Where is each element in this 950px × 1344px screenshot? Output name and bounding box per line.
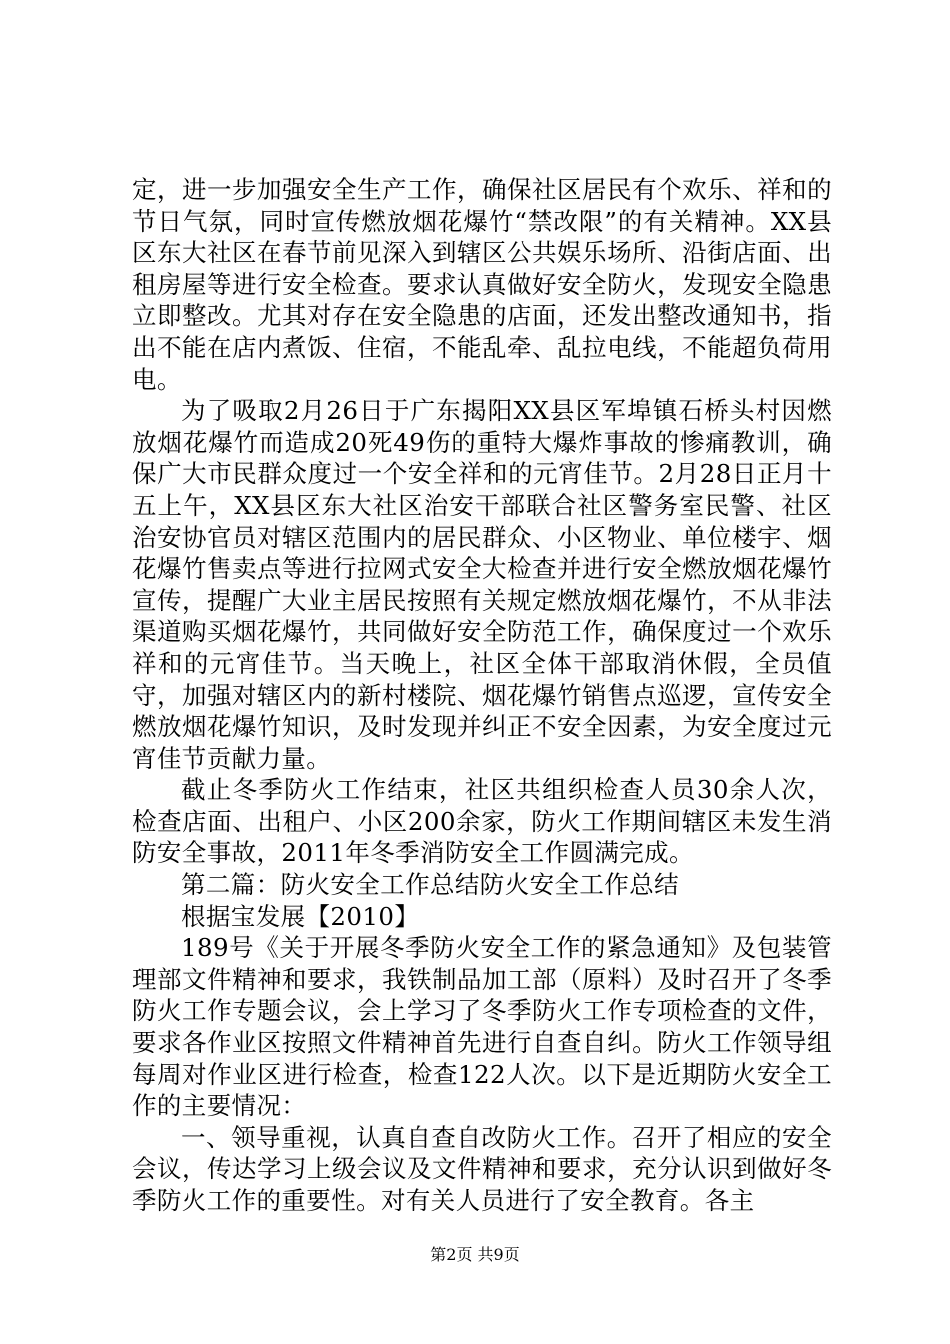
paragraph: 一、领导重视，认真自查自改防火工作。召开了相应的安全会议，传达学习上级会议及文件精神和要求，充分认识到做好冬季防火工作的重要性。对有关人员进行了安全教育。各主 — [132, 1122, 832, 1215]
paragraph: 定，进一步加强安全生产工作，确保社区居民有个欢乐、祥和的节日气氛，同时宣传燃放烟花爆竹“禁改限”的有关精神。XX县区东大社区在春节前见深入到辖区公共娱乐场所、沿街店面、出租房屋等进行安全检查。要求认真做好安全防火，发现安全隐患立即整改。尤其对存在安全隐患的店面，还发出整改通知书，指出不能在店内煮饭、住宿，不能乱牵、乱拉电线，不能超负荷用电。 — [132, 175, 832, 394]
paragraph: 189号《关于开展冬季防火安全工作的紧急通知》及包装管理部文件精神和要求，我铁制品加工部（原料）及时召开了冬季防火工作专题会议，会上学习了冬季防火工作专项检查的文件，要求各作业区按照文件精神首先进行自查自纠。防火工作领导组每周对作业区进行检查，检查122人次。以下是近期防火安全工作的主要情况： — [132, 933, 832, 1121]
page-number-footer: 第2页 共9页 — [430, 1245, 520, 1264]
paragraph: 为了吸取2月26日于广东揭阳XX县区军埠镇石桥头村因燃放烟花爆竹而造成20死49伤的重特大爆炸事故的惨痛教训，确保广大市民群众度过一个安全祥和的元宵佳节。2月28日正月十五上午，XX县区东大社区治安干部联合社区警务室民警、社区治安协官员对辖区范围内的居民群众、小区物业、单位楼宇、烟花爆竹售卖点等进行拉网式安全大检查并进行安全燃放烟花爆竹宣传，提醒广大业主居民按照有关规定燃放烟花爆竹，不从非法渠道购买烟花爆竹，共同做好安全防范工作，确保度过一个欢乐祥和的元宵佳节。当天晚上，社区全体干部取消休假，全员值守，加强对辖区内的新村楼院、烟花爆竹销售点巡逻，宣传安全燃放烟花爆竹知识，及时发现并纠正不安全因素，为安全度过元宵佳节贡献力量。 — [132, 396, 832, 773]
paragraph: 截止冬季防火工作结束，社区共组织检查人员30余人次，检查店面、出租户、小区200余家，防火工作期间辖区未发生消防安全事故，2011年冬季消防安全工作圆满完成。 — [132, 775, 832, 868]
body-text — [132, 174, 832, 1217]
section-heading: 第二篇：防火安全工作总结防火安全工作总结 — [181, 870, 679, 900]
paragraph: 根据宝发展【2010】 — [181, 901, 420, 931]
